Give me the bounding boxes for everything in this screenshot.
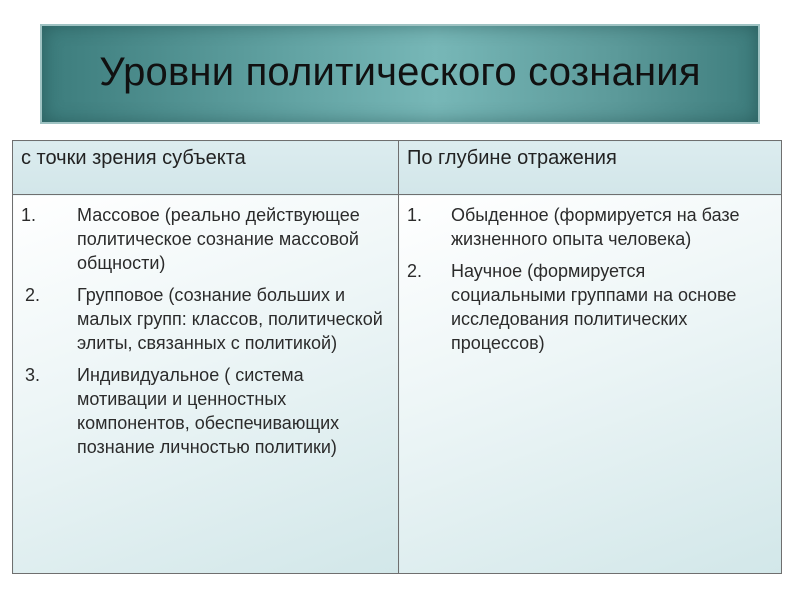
levels-table [12,140,782,574]
list-item-ordinary [407,203,773,251]
list-item-group [21,283,390,355]
item-text: Обыденное (формируется на базе жизненного опыта человека) [451,205,740,249]
item-text: Научное (формируется социальными группами на основе исследования политических процессов) [451,261,737,353]
item-number: 1. [407,205,423,225]
item-text: Индивидуальное ( система мотивации и ценностных компонентов, обеспечивающих познание личностью политики) [77,365,340,457]
list-item-scientific [407,259,773,355]
item-text: Массовое (реально действующее политическое сознание массовой общности) [77,205,360,273]
item-number: 1. [21,205,37,225]
table-header-row [13,141,782,195]
header-subject: с точки зрения субъекта [13,141,399,195]
depth-levels-cell [399,195,782,574]
subject-levels-cell [13,195,399,574]
list-item-mass [21,203,390,275]
item-number: 2. [25,285,41,305]
table-body-row [13,195,782,574]
page-title: Уровни политического сознания [99,49,701,94]
list-item-individual [21,363,390,459]
title-banner [40,24,760,124]
item-text: Групповое (сознание больших и малых групп: классов, политической элиты, связанных с политикой) [77,285,383,353]
item-number: 2. [407,261,423,281]
header-depth: По глубине отражения [399,141,782,195]
item-number: 3. [25,365,41,385]
